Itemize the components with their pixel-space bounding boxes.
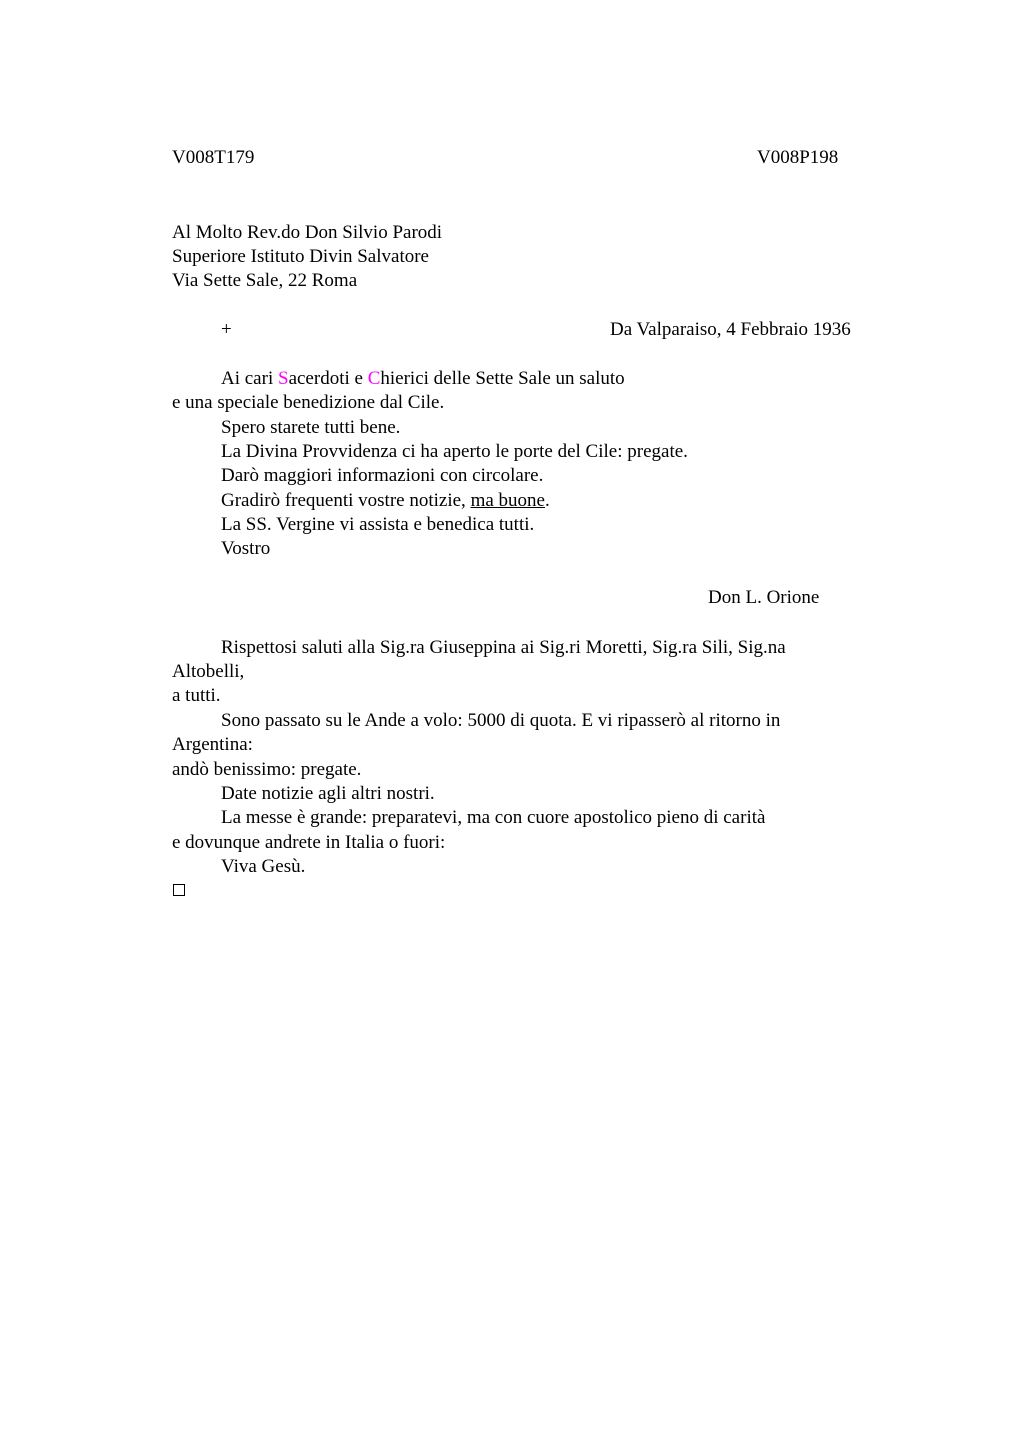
highlighted-letter-c: C	[367, 368, 381, 389]
body-line	[221, 489, 550, 513]
square-box-icon	[173, 884, 185, 896]
letter-date: Da Valparaiso, 4 Febbraio 1936	[610, 319, 851, 340]
address-line-1: Al Molto Rev.do Don Silvio Parodi	[172, 222, 443, 243]
greeting-text-3: hierici delle Sette Sale un saluto	[380, 368, 625, 389]
postscript-line: e dovunque andrete in Italia o fuori:	[172, 832, 446, 853]
cross-mark: +	[221, 319, 232, 340]
underlined-text: ma buone	[470, 490, 545, 511]
postscript-line: Sono passato su le Ande a volo: 5000 di quota. E vi ripasserò al ritorno in	[221, 710, 781, 731]
body-text: .	[544, 490, 550, 511]
postscript-line: Rispettosi saluti alla Sig.ra Giuseppina ai Sig.ri Moretti, Sig.ra Sili, Sig.na	[221, 637, 786, 658]
postscript-line: Altobelli,	[172, 661, 245, 682]
address-line-3: Via Sette Sale, 22 Roma	[172, 270, 358, 291]
body-line: Darò maggiori informazioni con circolare.	[221, 465, 544, 486]
postscript-line: La messe è grande: preparatevi, ma con cuore apostolico pieno di carità	[221, 807, 766, 828]
body-line: Spero starete tutti bene.	[221, 417, 401, 438]
greeting-line-2: e una speciale benedizione dal Cile.	[172, 392, 445, 413]
closing-word: Vostro	[221, 538, 271, 559]
highlighted-letter-s: S	[277, 368, 289, 389]
greeting-text-2: acerdoti e	[288, 368, 368, 389]
body-line: La SS. Vergine vi assista e benedica tutti.	[221, 514, 535, 535]
address-line-2: Superiore Istituto Divin Salvatore	[172, 246, 429, 267]
body-text: Gradirò frequenti vostre notizie,	[221, 490, 471, 511]
greeting-text-1: Ai cari	[221, 368, 278, 389]
postscript-line: Argentina:	[172, 734, 253, 755]
postscript-line: a tutti.	[172, 685, 221, 706]
signature: Don L. Orione	[708, 587, 820, 608]
body-line: La Divina Provvidenza ci ha aperto le porte del Cile: pregate.	[221, 441, 688, 462]
greeting-line	[221, 367, 625, 391]
postscript-line: Viva Gesù.	[221, 856, 306, 877]
document-code-left: V008T179	[172, 147, 255, 168]
document-code-right: V008P198	[757, 147, 839, 168]
postscript-line: Date notizie agli altri nostri.	[221, 783, 435, 804]
postscript-line: andò benissimo: pregate.	[172, 759, 362, 780]
